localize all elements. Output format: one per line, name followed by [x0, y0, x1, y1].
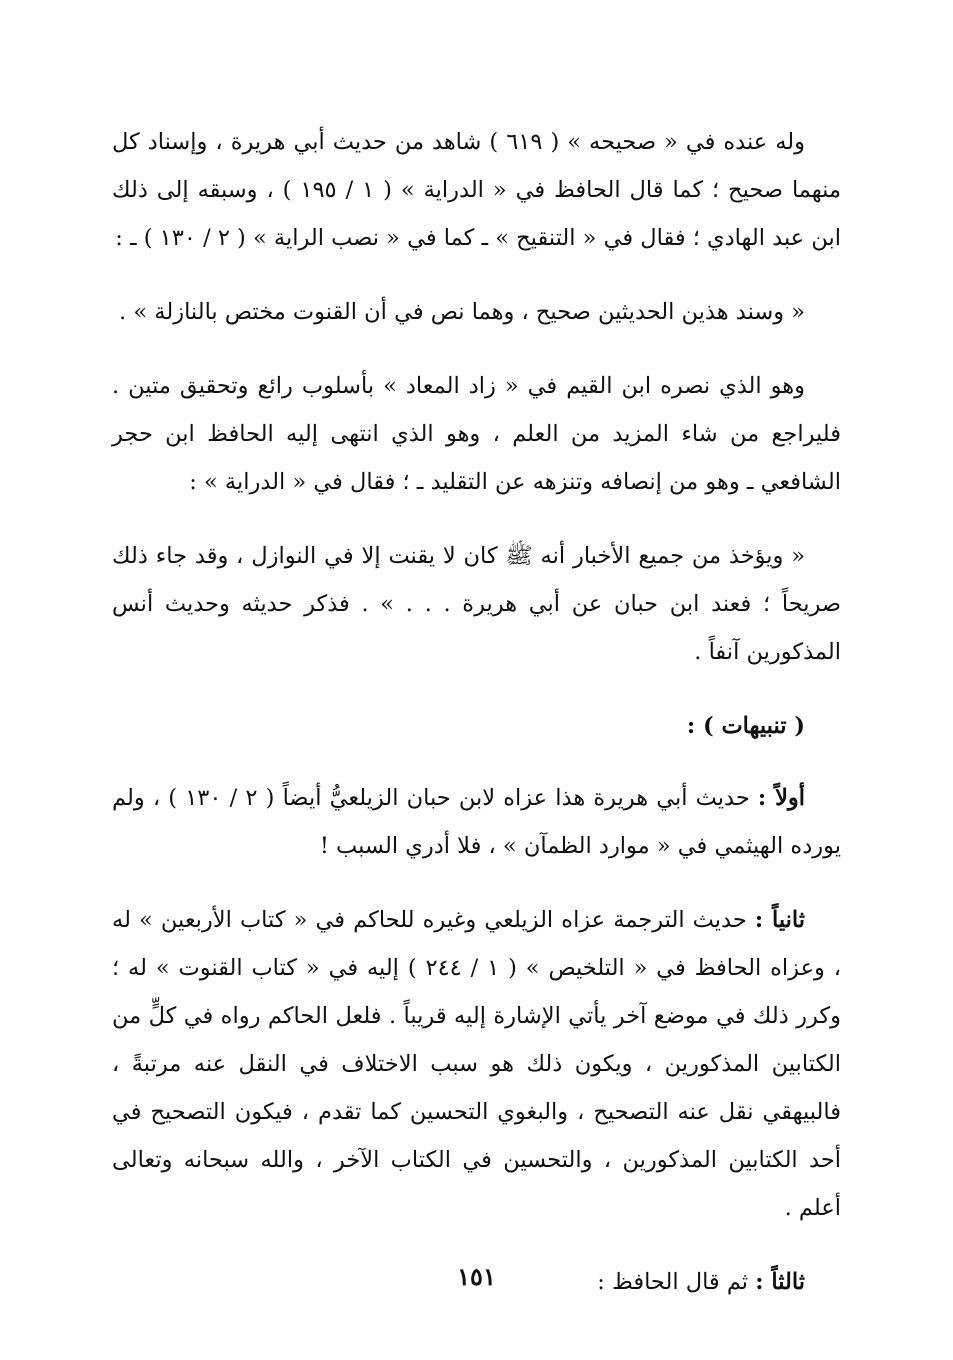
note-second	[112, 896, 841, 1232]
section-heading-notes: ( تنبيهات ) :	[686, 713, 805, 739]
page-body	[112, 118, 841, 1332]
note-third-text: ثم قال الحافظ :	[597, 1269, 749, 1295]
note-second-lead: ثانياً :	[754, 907, 805, 933]
quote-ibn-abd-alhadi: « وسند هذين الحديثين صحيح ، وهما نص في أن القنوت مختص بالنازلة » .	[119, 299, 805, 325]
note-first-lead: أولاً :	[757, 785, 806, 811]
note-first	[112, 774, 841, 870]
page-number: ١٥١	[457, 1262, 496, 1291]
note-first-text: حديث أبي هريرة هذا عزاه لابن حبان الزيلعيُّ أيضاً ( ٢ / ١٣٠ ) ، ولم يورده الهيثمي في « موارد الظمآن » ، فلا أدري السبب !	[112, 785, 841, 859]
note-second-text: حديث الترجمة عزاه الزيلعي وغيره للحاكم في « كتاب الأربعين » له ، وعزاه الحافظ في « التلخيص » ( ١ / ٢٤٤ ) إليه في « كتاب القنوت » له ؛ وكرر ذلك في موضع آخر يأتي الإشارة إليه قريباً . فلعل الحاكم رواه في كلٍّ من الكتابين المذكورين ، ويكون ذلك هو سبب الاختلاف في النقل عنه مرتبةً ، فالبيهقي نقل عنه التصحيح ، والبغوي التحسين كما تقدم ، فيكون التصحيح في أحد الكتابين المذكورين ، والتحسين في الكتاب الآخر ، والله سبحانه وتعالى أعلم .	[112, 907, 842, 1221]
paragraph-ibn-alqayyim: وهو الذي نصره ابن القيم في « زاد المعاد » بأسلوب رائع وتحقيق متين . فليراجع من شاء المزيد من العلم ، وهو الذي انتهى إليه الحافظ ابن حجر الشافعي ـ وهو من إنصافه وتنزهه عن التقليد ـ ؛ فقال في « الدراية » :	[112, 373, 841, 495]
quote-al-diraya: « ويؤخذ من جميع الأخبار أنه ﷺ كان لا يقنت إلا في النوازل ، وقد جاء ذلك صريحاً ؛ فعند ابن حبان عن أبي هريرة . . . » . فذكر حديثه وحديث أنس المذكورين آنفاً .	[112, 543, 841, 665]
note-third-lead: ثالثاً :	[755, 1269, 805, 1295]
paragraph-1: وله عنده في « صحيحه » ( ٦١٩ ) شاهد من حديث أبي هريرة ، وإسناد كل منهما صحيح ؛ كما قال الحافظ في « الدراية » ( ١ / ١٩٥ ) ، وسبقه إلى ذلك ابن عبد الهادي ؛ فقال في « التنقيح » ـ كما في « نصب الراية » ( ٢ / ١٣٠ ) ـ :	[112, 129, 842, 251]
